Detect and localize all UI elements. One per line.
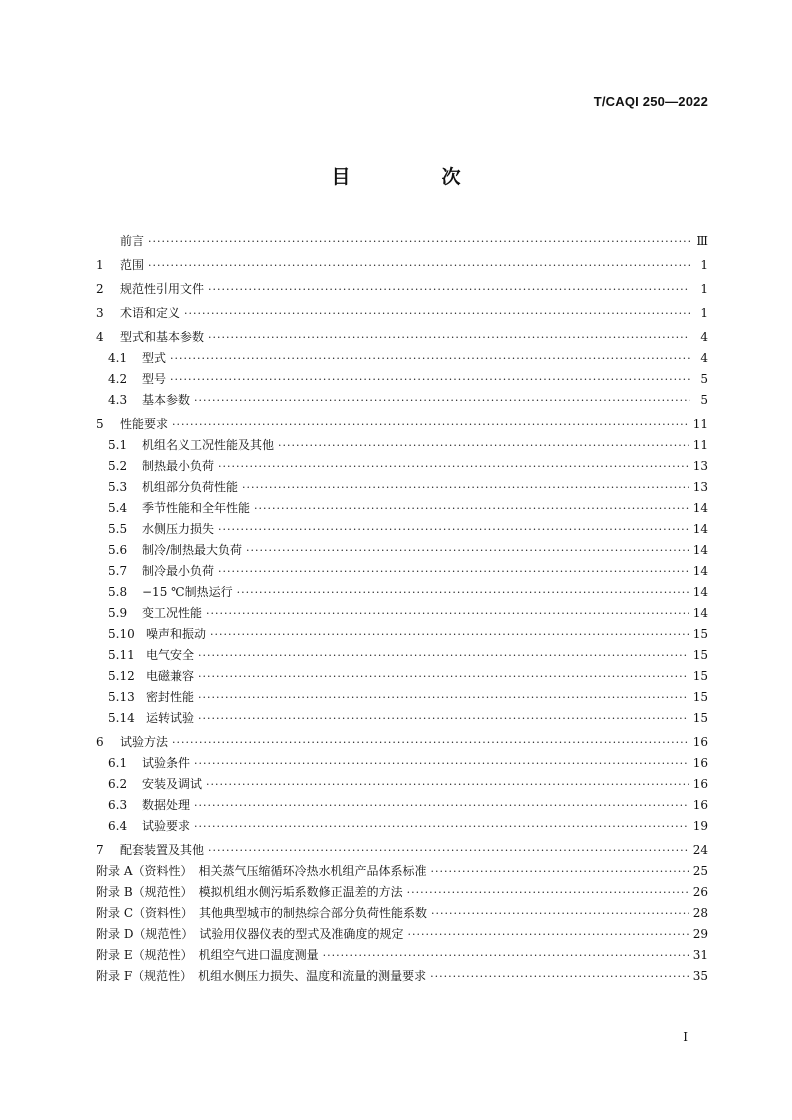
document-id: T/CAQI 250—2022	[593, 94, 708, 109]
toc-entry-label: 规范性引用文件	[120, 282, 205, 296]
toc-entry[interactable]	[96, 414, 708, 435]
toc-entry-label: 密封性能	[146, 690, 195, 704]
toc-entry-label: 电气安全	[146, 648, 195, 662]
toc-entry-number: 6.4	[108, 819, 128, 833]
page-number: I	[683, 1030, 688, 1044]
toc-entry[interactable]	[96, 795, 708, 816]
toc-entry-page: 19	[692, 819, 708, 833]
dot-leader	[210, 624, 689, 645]
toc-entry-page: 29	[692, 927, 708, 941]
toc-entry-page: 4	[700, 330, 708, 344]
toc-entry[interactable]	[96, 327, 708, 348]
toc-entry[interactable]	[96, 753, 708, 774]
toc-entry-page: 16	[692, 777, 708, 791]
toc-entry-label: 运转试验	[146, 711, 195, 725]
toc-entry-page: 14	[692, 501, 708, 515]
toc-entry[interactable]	[96, 519, 708, 540]
toc-entry-page: 15	[692, 648, 708, 662]
toc-entry-number: 5.4	[108, 501, 128, 515]
toc-entry[interactable]	[96, 840, 708, 861]
toc-entry-label: 范围	[120, 258, 145, 272]
toc-entry[interactable]	[96, 540, 708, 561]
toc-entry-label: 术语和定义	[120, 306, 181, 320]
toc-entry-number: 4.2	[108, 372, 128, 386]
toc-entry-page: 5	[700, 393, 708, 407]
toc-entry[interactable]	[96, 603, 708, 624]
toc-entry-number: 5.11	[108, 648, 135, 662]
toc-entry-number: 6.3	[108, 798, 128, 812]
toc-entry-page: 1	[700, 306, 708, 320]
toc-entry-number: 4.1	[108, 351, 128, 365]
toc-entry-number: 5.8	[108, 585, 128, 599]
toc-entry-label: 型式	[142, 351, 167, 365]
toc-entry-page: 13	[692, 480, 708, 494]
toc-entry[interactable]	[96, 348, 708, 369]
toc-entry-label: 制冷最小负荷	[142, 564, 215, 578]
toc-entry-number: 6.2	[108, 777, 128, 791]
toc-entry-number: 6.1	[108, 756, 128, 770]
toc-entry-number: 5.9	[108, 606, 128, 620]
toc-entry-number: 5.13	[108, 690, 135, 704]
toc-entry-label: 附录 B（规范性） 模拟机组水侧污垢系数修正温差的方法	[96, 885, 403, 899]
toc-entry[interactable]	[96, 708, 708, 729]
table-of-contents	[96, 228, 708, 987]
toc-entry-number: 5.14	[108, 711, 135, 725]
toc-entry-number: 6	[96, 735, 104, 749]
toc-entry-label: 水侧压力损失	[142, 522, 215, 536]
toc-entry-number: 3	[96, 306, 104, 320]
toc-entry-label: 基本参数	[142, 393, 191, 407]
toc-entry[interactable]	[96, 966, 708, 987]
dot-leader	[198, 708, 689, 729]
toc-entry-label: 制冷/制热最大负荷	[142, 543, 243, 557]
toc-entry-page: 16	[692, 798, 708, 812]
toc-entry-label: −15 ℃制热运行	[142, 585, 233, 599]
toc-entry[interactable]	[96, 279, 708, 300]
toc-entry-number: 5.12	[108, 669, 135, 683]
toc-entry[interactable]	[96, 924, 708, 945]
toc-entry-label: 安装及调试	[142, 777, 203, 791]
toc-entry-label: 机组名义工况性能及其他	[142, 438, 275, 452]
dot-leader	[278, 435, 689, 456]
dot-leader	[194, 816, 689, 837]
toc-entry-page: 14	[692, 543, 708, 557]
toc-entry-label: 附录 E（规范性） 机组空气进口温度测量	[96, 948, 319, 962]
toc-entry-page: Ⅲ	[696, 234, 708, 248]
toc-entry-page: 11	[692, 438, 708, 452]
dot-leader	[208, 840, 689, 861]
toc-entry-page: 25	[692, 864, 708, 878]
toc-entry-page: 14	[692, 585, 708, 599]
toc-entry-label: 附录 D（规范性） 试验用仪器仪表的型式及准确度的规定	[96, 927, 404, 941]
toc-entry-page: 26	[692, 885, 708, 899]
dot-leader	[218, 456, 689, 477]
dot-leader	[148, 231, 690, 252]
toc-entry-page: 5	[700, 372, 708, 386]
toc-entry-page: 15	[692, 711, 708, 725]
dot-leader	[170, 369, 690, 390]
toc-entry-label: 型式和基本参数	[120, 330, 205, 344]
dot-leader	[184, 303, 690, 324]
toc-entry-label: 附录 F（规范性） 机组水侧压力损失、温度和流量的测量要求	[96, 969, 427, 983]
toc-entry-number: 2	[96, 282, 104, 296]
toc-entry-label: 数据处理	[142, 798, 191, 812]
toc-entry-page: 16	[692, 756, 708, 770]
toc-entry-number: 4.3	[108, 393, 128, 407]
toc-entry-page: 1	[700, 282, 708, 296]
dot-leader	[246, 540, 689, 561]
toc-entry-page: 15	[692, 627, 708, 641]
toc-entry-label: 试验要求	[142, 819, 191, 833]
dot-leader	[323, 945, 689, 966]
toc-entry[interactable]	[96, 582, 708, 603]
toc-entry-label: 配套装置及其他	[120, 843, 205, 857]
dot-leader	[430, 966, 689, 987]
page-title: 目 次	[331, 166, 497, 188]
toc-entry[interactable]	[96, 687, 708, 708]
dot-leader	[194, 795, 689, 816]
toc-entry-page: 14	[692, 606, 708, 620]
dot-leader	[194, 753, 689, 774]
toc-entry-page: 31	[692, 948, 708, 962]
toc-entry[interactable]	[96, 477, 708, 498]
toc-entry-number: 5.1	[108, 438, 128, 452]
toc-entry[interactable]	[96, 369, 708, 390]
toc-entry-label: 附录 C（资料性） 其他典型城市的制热综合部分负荷性能系数	[96, 906, 427, 920]
toc-entry-number: 5.2	[108, 459, 128, 473]
toc-entry-page: 35	[692, 969, 708, 983]
dot-leader	[237, 582, 689, 603]
dot-leader	[198, 687, 689, 708]
toc-entry-label: 附录 A（资料性） 相关蒸气压缩循环冷热水机组产品体系标准	[96, 864, 427, 878]
toc-entry-number: 5.10	[108, 627, 135, 641]
dot-leader	[172, 732, 689, 753]
toc-entry[interactable]	[96, 666, 708, 687]
toc-entry-page: 4	[700, 351, 708, 365]
toc-entry-page: 14	[692, 522, 708, 536]
toc-entry-number: 7	[96, 843, 104, 857]
toc-entry-label: 试验方法	[120, 735, 169, 749]
toc-entry[interactable]	[96, 945, 708, 966]
toc-entry-page: 16	[692, 735, 708, 749]
dot-leader	[206, 774, 689, 795]
toc-entry[interactable]	[96, 456, 708, 477]
toc-entry[interactable]	[96, 774, 708, 795]
dot-leader	[407, 924, 688, 945]
toc-entry-number: 5.7	[108, 564, 128, 578]
dot-leader	[194, 390, 690, 411]
toc-entry-page: 15	[692, 690, 708, 704]
toc-entry[interactable]	[96, 255, 708, 276]
toc-entry[interactable]	[96, 903, 708, 924]
toc-entry[interactable]	[96, 498, 708, 519]
dot-leader	[170, 348, 690, 369]
dot-leader	[198, 645, 689, 666]
toc-entry-label: 变工况性能	[142, 606, 203, 620]
toc-entry-label: 型号	[142, 372, 167, 386]
toc-entry-number: 5.6	[108, 543, 128, 557]
toc-entry-number: 5.3	[108, 480, 128, 494]
toc-entry-label: 试验条件	[142, 756, 191, 770]
toc-entry-label: 制热最小负荷	[142, 459, 215, 473]
dot-leader	[242, 477, 689, 498]
toc-entry[interactable]	[96, 303, 708, 324]
toc-entry[interactable]	[96, 732, 708, 753]
dot-leader	[430, 861, 688, 882]
toc-entry-number: 5.5	[108, 522, 128, 536]
toc-entry-number: 4	[96, 330, 104, 344]
toc-entry[interactable]	[96, 624, 708, 645]
toc-entry[interactable]	[96, 882, 708, 903]
toc-entry-page: 14	[692, 564, 708, 578]
toc-entry-label: 季节性能和全年性能	[142, 501, 251, 515]
toc-entry-page: 1	[700, 258, 708, 272]
dot-leader	[218, 561, 689, 582]
toc-entry[interactable]	[96, 231, 708, 252]
toc-entry[interactable]	[96, 645, 708, 666]
dot-leader	[254, 498, 689, 519]
toc-entry-page: 28	[692, 906, 708, 920]
toc-entry[interactable]	[96, 561, 708, 582]
toc-entry[interactable]	[96, 861, 708, 882]
toc-entry-page: 24	[692, 843, 708, 857]
toc-entry-number: 5	[96, 417, 104, 431]
toc-entry-label: 性能要求	[120, 417, 169, 431]
toc-entry-label: 机组部分负荷性能	[142, 480, 239, 494]
dot-leader	[198, 666, 689, 687]
dot-leader	[206, 603, 689, 624]
toc-entry-number: 1	[96, 258, 104, 272]
dot-leader	[208, 327, 690, 348]
toc-entry-label: 电磁兼容	[146, 669, 195, 683]
dot-leader	[407, 882, 689, 903]
toc-entry-page: 11	[692, 417, 708, 431]
toc-entry[interactable]	[96, 435, 708, 456]
dot-leader	[148, 255, 690, 276]
dot-leader	[431, 903, 689, 924]
toc-entry-page: 13	[692, 459, 708, 473]
dot-leader	[218, 519, 689, 540]
toc-entry[interactable]	[96, 816, 708, 837]
toc-entry-label: 前言	[120, 234, 145, 248]
toc-entry-label: 噪声和振动	[146, 627, 207, 641]
dot-leader	[172, 414, 689, 435]
toc-entry-page: 15	[692, 669, 708, 683]
dot-leader	[208, 279, 690, 300]
toc-entry[interactable]	[96, 390, 708, 411]
